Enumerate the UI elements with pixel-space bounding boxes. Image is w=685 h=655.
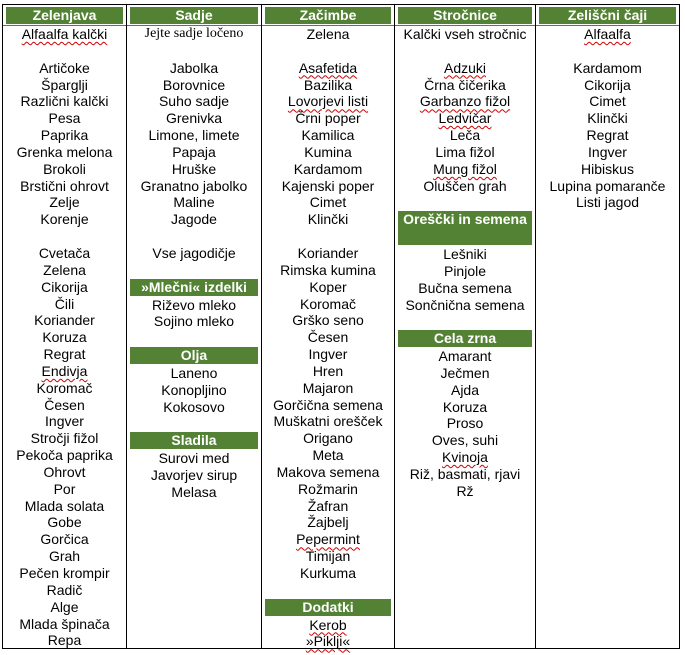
item-text: Dodatki (302, 598, 354, 615)
list-item (395, 93, 535, 110)
list-item (262, 161, 394, 178)
list-item (3, 93, 126, 110)
spacer (395, 313, 535, 330)
column-3 (261, 5, 394, 648)
item-text: Por (53, 480, 76, 497)
list-item (3, 464, 126, 481)
item-text: Ingver (308, 346, 348, 363)
list-item (3, 380, 126, 397)
item-text: Cikorija (584, 76, 631, 93)
list-item (3, 60, 126, 77)
list-item (127, 26, 261, 43)
item-text: Alfaalfa (584, 26, 631, 42)
item-text: Mlada solata (24, 497, 105, 514)
item-text: Papaja (172, 143, 216, 160)
list-item (127, 484, 261, 501)
item-text: Zelena (306, 26, 350, 42)
item-text: Grenivka (165, 110, 223, 127)
list-item (127, 399, 261, 416)
column-header: Sadje (130, 7, 258, 24)
list-item (395, 348, 535, 365)
list-item (536, 93, 679, 110)
item-text: Kardamom (573, 59, 642, 76)
item-text: Artičoke (39, 59, 90, 76)
list-item (395, 246, 535, 263)
item-text: Granatno jabolko (140, 177, 248, 194)
list-item (3, 296, 126, 313)
list-item (536, 144, 679, 161)
spacer (127, 330, 261, 347)
item-text: Borovnice (162, 76, 226, 93)
item-text: Lima fižol (435, 143, 495, 160)
list-item (262, 329, 394, 346)
list-item (3, 548, 126, 565)
item-text: Gorčica (40, 531, 89, 548)
list-item (262, 93, 394, 110)
list-item (536, 178, 679, 195)
list-item (395, 466, 535, 483)
item-text: »Piklji« (305, 633, 351, 650)
column-header: Zelenjava (6, 7, 123, 24)
item-text: Mlada špinača (19, 615, 110, 632)
list-item (3, 329, 126, 346)
item-text: Sojino mleko (153, 313, 235, 330)
list-item (262, 346, 394, 363)
item-text: Različni kalčki (20, 93, 109, 110)
list-item (536, 194, 679, 211)
list-item (127, 245, 261, 262)
list-item (262, 565, 394, 582)
list-item (262, 430, 394, 447)
item-text: Hren (312, 362, 344, 379)
item-text: Špargljі (41, 76, 88, 93)
list-item (127, 365, 261, 382)
item-list (3, 26, 126, 649)
item-text: Kalčki vseh stročnic (403, 26, 527, 42)
list-item (3, 279, 126, 296)
spacer (3, 43, 126, 60)
item-text: Amarant (438, 348, 492, 365)
item-text: Melasa (171, 483, 217, 500)
item-text: Laneno (170, 364, 218, 381)
list-item (395, 449, 535, 466)
subheader (398, 211, 532, 246)
list-item (262, 548, 394, 565)
spacer (395, 194, 535, 211)
item-text: Zelje (49, 194, 80, 211)
item-text: Sončnična semena (405, 296, 525, 313)
list-item (395, 77, 535, 94)
list-item (536, 77, 679, 94)
item-text: Ingver (45, 413, 84, 430)
list-item (262, 464, 394, 481)
item-text: Ječmen (440, 364, 490, 381)
list-item (127, 127, 261, 144)
item-text: Origano (303, 430, 353, 447)
item-text: Kerob (309, 616, 347, 633)
item-text: Pinjole (443, 262, 487, 279)
item-text: Gobe (47, 514, 82, 531)
list-item (3, 514, 126, 531)
item-text: Koromač (36, 379, 93, 396)
item-text: Jagode (171, 211, 217, 228)
item-text: Cimet (589, 93, 626, 110)
item-text: Sladila (171, 432, 217, 449)
list-item (262, 296, 394, 313)
list-item (262, 279, 394, 296)
list-item (3, 211, 126, 228)
list-item (3, 110, 126, 127)
item-text: Jejte sadje ločeno (144, 26, 244, 41)
list-item (3, 582, 126, 599)
item-text: Regrat (586, 127, 629, 144)
list-item (3, 312, 126, 329)
list-item (3, 616, 126, 633)
list-item (3, 599, 126, 616)
subheader (130, 432, 258, 450)
item-text: Repa (47, 632, 82, 649)
list-item (262, 481, 394, 498)
list-item (127, 60, 261, 77)
spacer (127, 43, 261, 60)
list-item (3, 144, 126, 161)
item-text: Črna čičerika (424, 76, 506, 93)
list-item (395, 382, 535, 399)
list-item (395, 178, 535, 195)
item-text: Alfaalfa kalčki (21, 26, 108, 42)
item-text: Konopljino (161, 381, 227, 398)
item-text: Hruške (171, 160, 217, 177)
item-text: Koper (309, 278, 347, 295)
list-item (127, 297, 261, 314)
list-item (536, 110, 679, 127)
spacer (262, 43, 394, 60)
item-text: Cvetača (38, 244, 91, 261)
item-text: Grško seno (292, 312, 364, 329)
item-text: Meta (312, 447, 344, 464)
item-text: Oreščki in semena (403, 211, 527, 228)
list-item (127, 467, 261, 484)
item-text: Brstični ohrovt (20, 177, 109, 194)
item-text: Kajenski poper (281, 177, 375, 194)
item-text: Pekoča paprika (16, 447, 113, 464)
item-text: Grah (48, 548, 81, 565)
list-item (262, 60, 394, 77)
item-text: Česen (307, 329, 349, 346)
list-item (3, 413, 126, 430)
list-item (395, 297, 535, 314)
item-text: Oves, suhi (431, 432, 499, 449)
item-text: Gorčična semena (273, 396, 383, 413)
item-text: Javorjev sirup (150, 466, 238, 483)
list-item (127, 194, 261, 211)
item-text: Majaron (302, 379, 354, 396)
list-item (3, 397, 126, 414)
list-item (395, 483, 535, 500)
item-text: Bazilika (303, 76, 353, 93)
spacer (262, 228, 394, 245)
column-5 (535, 5, 679, 648)
item-text: Klinčki (307, 211, 349, 228)
item-text: Ajda (450, 381, 480, 398)
list-item (127, 450, 261, 467)
item-text: Lešniki (443, 245, 487, 262)
list-item (262, 127, 394, 144)
item-text: Ledvičar (438, 110, 492, 127)
list-item (127, 178, 261, 195)
item-text: Bučna semena (418, 279, 512, 296)
list-item (262, 312, 394, 329)
list-item (536, 26, 679, 43)
spacer (127, 228, 261, 245)
item-text: »Mlečni« izdelki (141, 278, 247, 295)
list-item (262, 633, 394, 650)
item-text: Zelena (43, 261, 86, 278)
column-2 (126, 5, 261, 648)
list-item (395, 26, 535, 60)
item-text: Olja (180, 347, 208, 364)
item-text: Cikorija (41, 278, 88, 295)
list-item (262, 363, 394, 380)
list-item (262, 413, 394, 430)
item-text: Kokosovo (163, 398, 225, 415)
subheader (130, 279, 258, 297)
subheader (130, 347, 258, 365)
column-header: Začimbe (265, 7, 391, 24)
item-text: Brokoli (43, 160, 86, 177)
spacer (536, 43, 679, 60)
column-1 (3, 5, 126, 648)
list-item (395, 110, 535, 127)
item-text: Cimet (309, 194, 347, 211)
item-text: Koriander (34, 312, 95, 329)
subheader (398, 330, 532, 348)
list-item (395, 161, 535, 178)
item-text: Limone, limete (148, 127, 240, 144)
list-item (395, 432, 535, 449)
item-text: Cela zrna (433, 330, 497, 347)
list-item (536, 161, 679, 178)
item-text: Stročji fižol (30, 430, 99, 447)
item-text: Grenka melona (16, 143, 113, 160)
item-text: Proso (446, 415, 484, 432)
list-item (3, 178, 126, 195)
item-text: Suho sadje (158, 93, 230, 110)
list-item (395, 127, 535, 144)
item-text: Mung fižol (433, 160, 497, 177)
item-text: Pesa (48, 110, 81, 127)
list-item (262, 498, 394, 515)
list-item (127, 313, 261, 330)
item-list (395, 26, 535, 500)
list-item (3, 531, 126, 548)
list-item (395, 280, 535, 297)
item-text: Paprika (40, 127, 89, 144)
item-text: Rž (456, 482, 474, 499)
list-item (262, 144, 394, 161)
item-text: Ingver (588, 143, 627, 160)
item-text: Adzuki (443, 59, 487, 76)
list-item (127, 77, 261, 94)
spacer (262, 582, 394, 599)
column-header: Stročnice (398, 7, 532, 24)
spacer (127, 415, 261, 432)
item-list (262, 26, 394, 650)
list-item (262, 110, 394, 127)
item-text: Pečen krompir (19, 565, 110, 581)
item-text: Klinčki (587, 110, 628, 127)
list-item (3, 498, 126, 515)
list-item (262, 447, 394, 464)
list-item (127, 93, 261, 110)
item-text: Žajbelj (307, 514, 349, 531)
list-item (127, 211, 261, 228)
item-text: Makova semena (276, 463, 380, 480)
item-text: Hibiskus (581, 160, 634, 177)
item-text: Rimska kumina (280, 261, 376, 278)
list-item (262, 262, 394, 279)
item-text: Maline (173, 194, 215, 211)
item-text: Surovi med (158, 450, 230, 467)
list-item (395, 399, 535, 416)
list-item (262, 397, 394, 414)
item-text: Endivja (41, 362, 88, 379)
list-item (262, 194, 394, 211)
item-text: Koruza (442, 398, 488, 415)
item-text: Riž, basmati, rjavi (409, 465, 521, 482)
item-list (536, 26, 679, 211)
list-item (262, 531, 394, 548)
item-text: Vse jagodičje (152, 244, 236, 261)
item-text: Radič (46, 581, 83, 598)
list-item (262, 211, 394, 228)
list-item (262, 380, 394, 397)
list-item (127, 161, 261, 178)
item-text: Kurkuma (299, 565, 357, 581)
list-item (262, 617, 394, 634)
item-text: Kamilica (301, 127, 355, 144)
column-4 (394, 5, 535, 648)
list-item (536, 60, 679, 77)
list-item (3, 161, 126, 178)
item-text: Korenje (40, 211, 89, 228)
item-list (127, 26, 261, 501)
subheader (265, 599, 391, 617)
item-text: Čili (54, 295, 75, 312)
item-text: Pepermint (296, 531, 360, 548)
list-item (3, 26, 126, 43)
list-item (3, 363, 126, 380)
list-item (3, 127, 126, 144)
item-text: Rožmarin (298, 480, 358, 497)
list-item (3, 481, 126, 498)
list-item (262, 26, 394, 43)
item-text: Ohrovt (43, 463, 86, 480)
column-header: Zeliščni čaji (539, 7, 676, 24)
item-text: Garbanzo fižol (419, 93, 511, 110)
list-item (3, 194, 126, 211)
list-item (127, 110, 261, 127)
spacer (127, 262, 261, 279)
item-text: Regrat (43, 346, 86, 363)
item-text: Kumina (304, 143, 352, 160)
item-text: Jabolka (169, 59, 219, 76)
item-text: Leča (449, 127, 481, 144)
list-item (395, 415, 535, 432)
list-item (262, 245, 394, 262)
item-text: Listi jagod (575, 194, 640, 211)
list-item (395, 144, 535, 161)
item-text: Lovorjevi listi (287, 93, 369, 110)
item-text: Timijan (305, 548, 351, 565)
item-text: Česen (44, 396, 85, 413)
list-item (3, 245, 126, 262)
item-text: Žafran (307, 497, 349, 514)
list-item (262, 77, 394, 94)
list-item (127, 144, 261, 161)
list-item (127, 382, 261, 399)
spacer (3, 228, 126, 245)
list-item (536, 127, 679, 144)
item-text: Kardamom (293, 160, 363, 177)
item-text: Lupina pomaranče (549, 177, 666, 194)
list-item (3, 77, 126, 94)
item-text: Oluščen grah (423, 177, 507, 194)
list-item (262, 178, 394, 195)
list-item (3, 346, 126, 363)
list-item (262, 514, 394, 531)
item-text: Koruza (42, 329, 87, 346)
list-item (3, 262, 126, 279)
list-item (395, 60, 535, 77)
item-text: Muškatni orešček (273, 413, 383, 430)
item-text: Koromač (299, 295, 357, 312)
food-table (2, 4, 680, 649)
list-item (3, 447, 126, 464)
list-item (395, 365, 535, 382)
list-item (3, 430, 126, 447)
list-item (3, 565, 126, 582)
item-text: Koriander (297, 244, 359, 261)
item-text: Alge (50, 598, 79, 615)
item-text: Črni poper (295, 110, 361, 127)
list-item (3, 632, 126, 649)
item-text: Asafetida (298, 59, 358, 76)
item-text: Riževo mleko (151, 296, 237, 313)
list-item (395, 263, 535, 280)
item-text: Kvinoja (442, 449, 488, 466)
